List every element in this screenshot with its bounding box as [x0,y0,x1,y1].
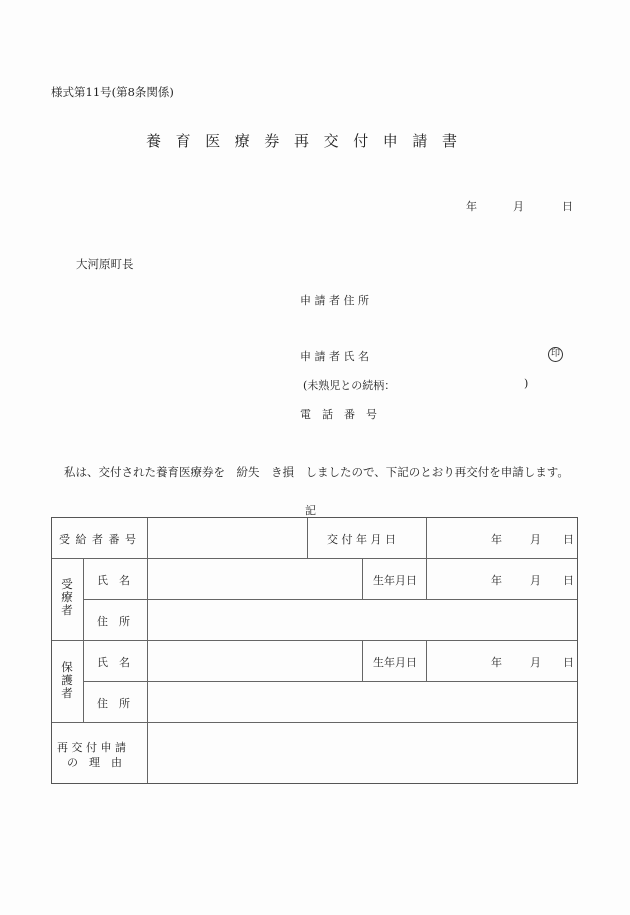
patient-birthdate-field[interactable] [427,559,577,599]
relation-close: ) [524,377,529,390]
recipient-number-label: 受 給 者 番 号 [59,533,137,546]
patient-name-label: 氏 名 [97,574,130,587]
relation-label: (未熟児との続柄： [303,379,396,392]
applicant-address-label: 申 請 者 住 所 [300,294,369,307]
page-title: 養育医療券再交付申請書 [146,132,472,150]
date-year: 年 [466,200,477,213]
addressee: 大河原町長 [76,257,134,271]
seal-mark: 印 [548,347,563,362]
guardian-birth-day: 日 [563,656,574,669]
guardian-address-field[interactable] [148,682,577,722]
issue-date-label: 交 付 年 月 日 [327,533,396,546]
guardian-name-label: 氏 名 [97,656,130,669]
applicant-name-label: 申 請 者 氏 名 [300,350,369,363]
patient-birth-day: 日 [563,574,574,587]
patient-birthdate-label: 生年月日 [373,574,417,587]
patient-group-label: 受 療 者 [61,577,73,617]
recipient-number-field[interactable] [148,518,306,558]
patient-birth-month: 月 [530,574,541,587]
patient-name-field[interactable] [148,559,361,599]
issue-year: 年 [491,533,502,546]
reason-label-line1: 再 交 付 申 請 [57,741,126,754]
guardian-birthdate-label: 生年月日 [373,656,417,669]
guardian-name-field[interactable] [148,641,361,681]
patient-address-field[interactable] [148,600,577,640]
form-number: 様式第11号(第8条関係) [51,85,174,99]
patient-address-label: 住 所 [97,615,130,628]
guardian-birth-year: 年 [491,656,502,669]
phone-label: 電 話 番 号 [300,408,377,421]
issue-month: 月 [530,533,541,546]
date-month: 月 [513,200,524,213]
statement: 私は、交付された養育医療券を 紛失 き損 しましたので、下記のとおり再交付を申請します。 [64,465,569,479]
date-day: 日 [562,200,573,213]
reason-label-line2: の 理 由 [67,756,122,769]
issue-day: 日 [563,533,574,546]
guardian-birthdate-field[interactable] [427,641,577,681]
reason-field[interactable] [148,723,577,783]
guardian-group-label: 保 護 者 [61,660,73,700]
patient-birth-year: 年 [491,574,502,587]
guardian-address-label: 住 所 [97,697,130,710]
guardian-birth-month: 月 [530,656,541,669]
issue-date-field[interactable] [427,518,577,558]
application-table [51,517,578,784]
ki-heading: 記 [305,504,316,517]
